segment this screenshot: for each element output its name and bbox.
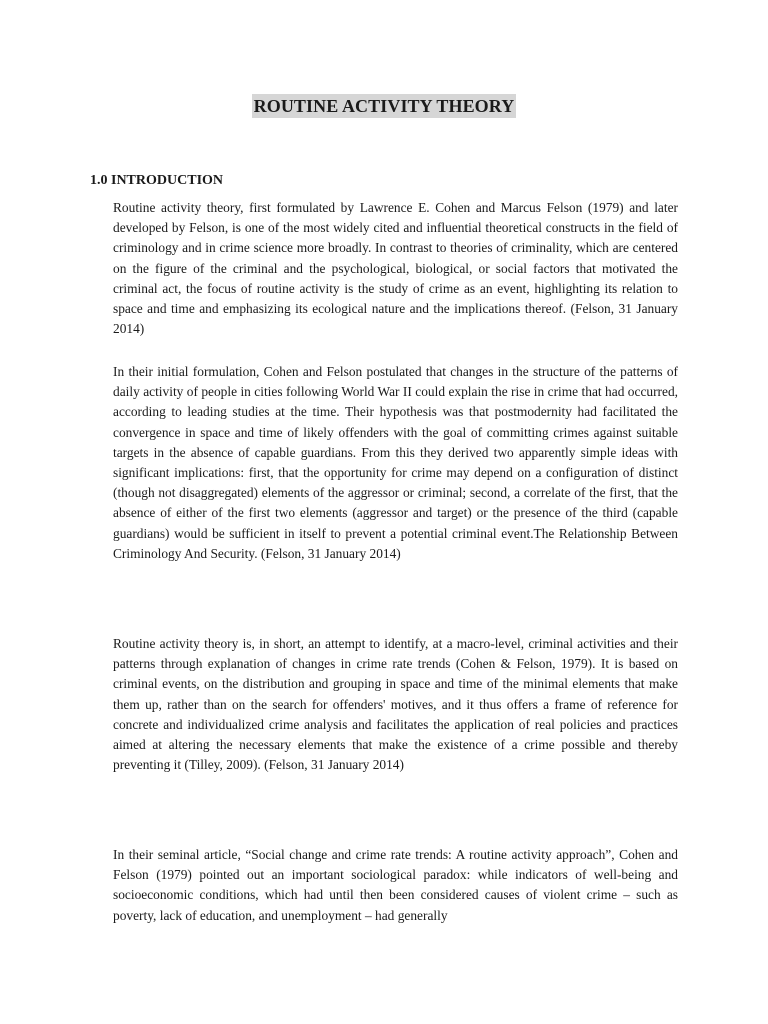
paragraph-4: In their seminal article, “Social change and crime rate trends: A routine activity approach”, Cohen and Felson (1979) pointed out an important sociological paradox: while indicators of well-being and socioeconomic conditions, which had until then been considered causes of violent crime – such as poverty, lack of education, and unemployment – had generally [113,847,678,923]
paragraph-1: Routine activity theory, first formulated by Lawrence E. Cohen and Marcus Felson (1979) and later developed by Felson, is one of the most widely cited and influential theoretical constructs in the field of criminology and in crime science more broadly. In contrast to theories of criminality, which are centered on the figure of the criminal and the psychological, biological, or social factors that motivated the criminal act, the focus of routine activity is the study of crime as an event, highlighting its relation to space and time and emphasizing its ecological nature and the implications thereof. (Felson, 31 January 2014) [113,200,678,337]
section-heading: 1.0 INTRODUCTION [90,173,224,188]
paragraph-2: In their initial formulation, Cohen and Felson postulated that changes in the structure of the patterns of daily activity of people in cities following World War II could explain the rise in crime that had occurred, according to leading studies at the time. Their hypothesis was that postmodernity had facilitated the convergence in space and time of likely offenders with the goal of committing crimes against suitable targets in the absence of capable guardians. From this they derived two apparently simple ideas with significant implications: first, that the opportunity for crime may depend on a configuration of distinct (though not disaggregated) elements of the aggressor or criminal; second, a correlate of the first, that the absence of either of the first two elements (aggressor and target) or the presence of the third (capable guardians) would be sufficient in itself to prevent a potential criminal event.The Relationship Between Criminology And Security. (Felson, 31 January 2014) [113,364,678,561]
document-title: ROUTINE ACTIVITY THEORY [253,96,515,116]
title-wrapper [0,94,768,118]
paragraph-3: Routine activity theory is, in short, an attempt to identify, at a macro-level, criminal activities and their patterns through explanation of changes in crime rate trends (Cohen & Felson, 1979). It is based on criminal events, on the distribution and grouping in space and time of the minimal elements that make them up, rather than on the search for offenders' motives, and it thus offers a frame of reference for concrete and individualized crime analysis and facilitates the application of real policies and practices aimed at altering the necessary elements that make the existence of a crime possible and thereby preventing it (Tilley, 2009). (Felson, 31 January 2014) [113,636,678,773]
